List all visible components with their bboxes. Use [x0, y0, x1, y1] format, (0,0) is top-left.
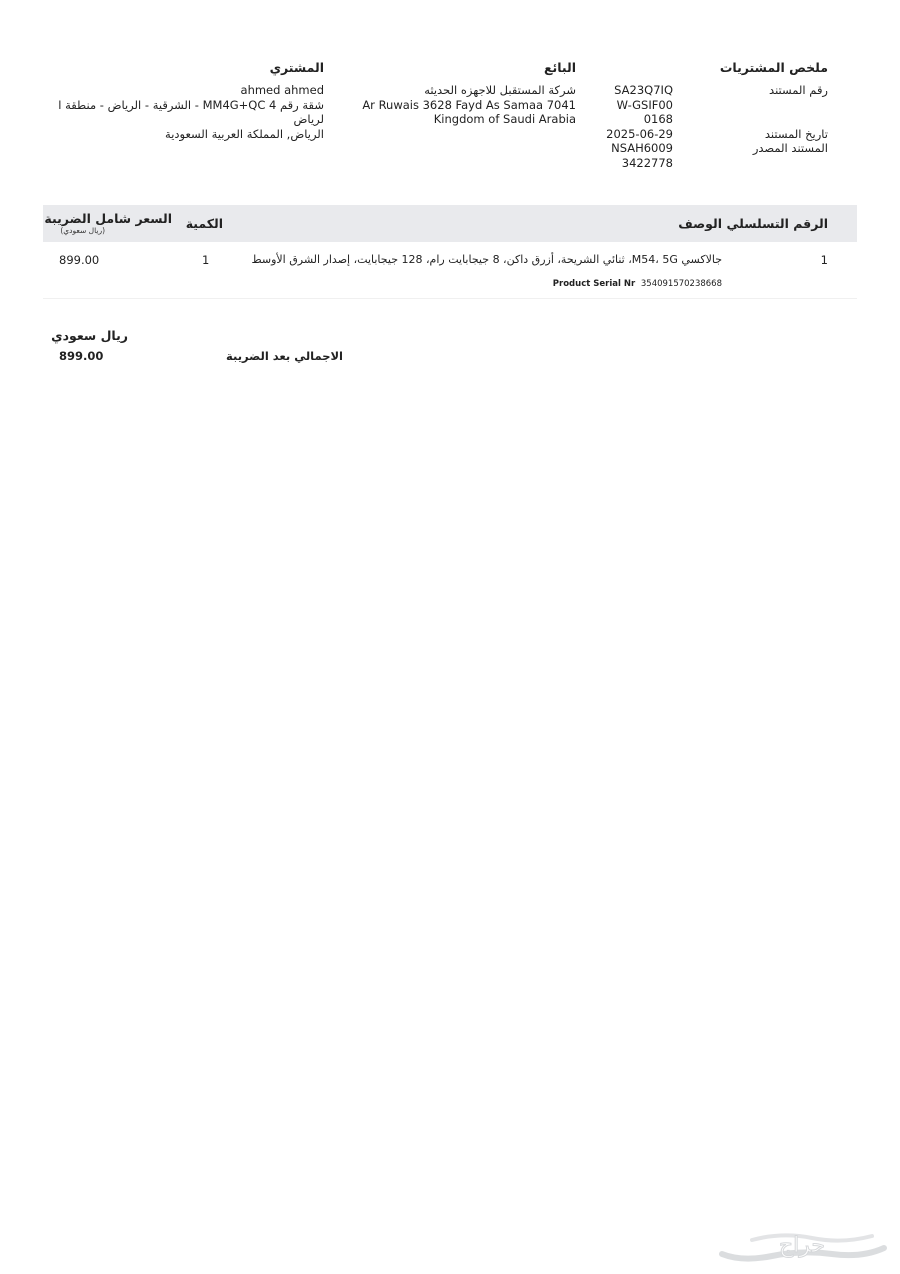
- buyer-heading: المشتري: [269, 60, 324, 75]
- col-quantity-header: الكمية: [185, 216, 223, 231]
- row-description: جالاكسي M54، 5G، ثنائي الشريحة، أزرق داكن، 8 جيجابايت رام، 128 جيجابايت، إصدار الشرق الأوسط: [251, 253, 722, 266]
- buyer-city: الرياض, المملكة العربية السعودية: [165, 126, 324, 141]
- buyer-name: ahmed ahmed: [240, 83, 324, 97]
- source-doc-line: 3422778: [621, 155, 673, 170]
- col-price-header: السعر شامل الضريبة: [44, 211, 172, 226]
- buyer-address-line: شقة رقم MM4G+QC 4 - الشرقية - الرياض - منطقة ا: [58, 97, 324, 112]
- col-serial-header: الرقم التسلسلي: [726, 216, 828, 231]
- source-doc-label: المستند المصدر: [752, 141, 828, 155]
- source-doc-line: NSAH6009: [611, 141, 673, 155]
- doc-number-line: SA23Q7IQ: [614, 83, 673, 97]
- doc-number-line: W-GSIF00: [616, 97, 673, 112]
- product-serial-value: 354091570238668: [640, 279, 722, 289]
- row-price: 899.00: [59, 253, 100, 267]
- doc-date-value: 2025-06-29: [606, 126, 673, 141]
- total-value: 899.00: [59, 349, 104, 363]
- product-serial: [422, 279, 722, 289]
- product-serial-label: Product Serial Nr: [552, 279, 636, 289]
- doc-number-label: رقم المستند: [769, 83, 828, 97]
- summary-heading: ملخص المشتريات: [719, 60, 828, 75]
- row-quantity: 1: [202, 253, 210, 267]
- doc-date-label: تاريخ المستند: [764, 127, 828, 141]
- totals-currency: ريال سعودي: [51, 328, 128, 343]
- col-description-header: الوصف: [678, 216, 722, 231]
- seller-name: شركة المستقبل للاجهزه الحديثه: [424, 83, 576, 97]
- seller-country: Kingdom of Saudi Arabia: [433, 112, 576, 126]
- watermark-text: حراج: [778, 1233, 826, 1258]
- buyer-address-line: لرياض: [293, 112, 324, 126]
- doc-number-line: 0168: [643, 112, 673, 126]
- col-price-note: (ريال سعودي): [60, 226, 105, 235]
- total-label: الاجمالي بعد الضريبة: [226, 349, 343, 363]
- row-divider: [43, 298, 857, 299]
- seller-address: [336, 83, 576, 127]
- haraj-logo-icon: [712, 1226, 892, 1266]
- row-serial: 1: [820, 253, 828, 267]
- seller-street: Ar Ruwais 3628 Fayd As Samaa 7041: [362, 97, 576, 112]
- seller-heading: البائع: [543, 60, 576, 75]
- buyer-address: [44, 83, 324, 141]
